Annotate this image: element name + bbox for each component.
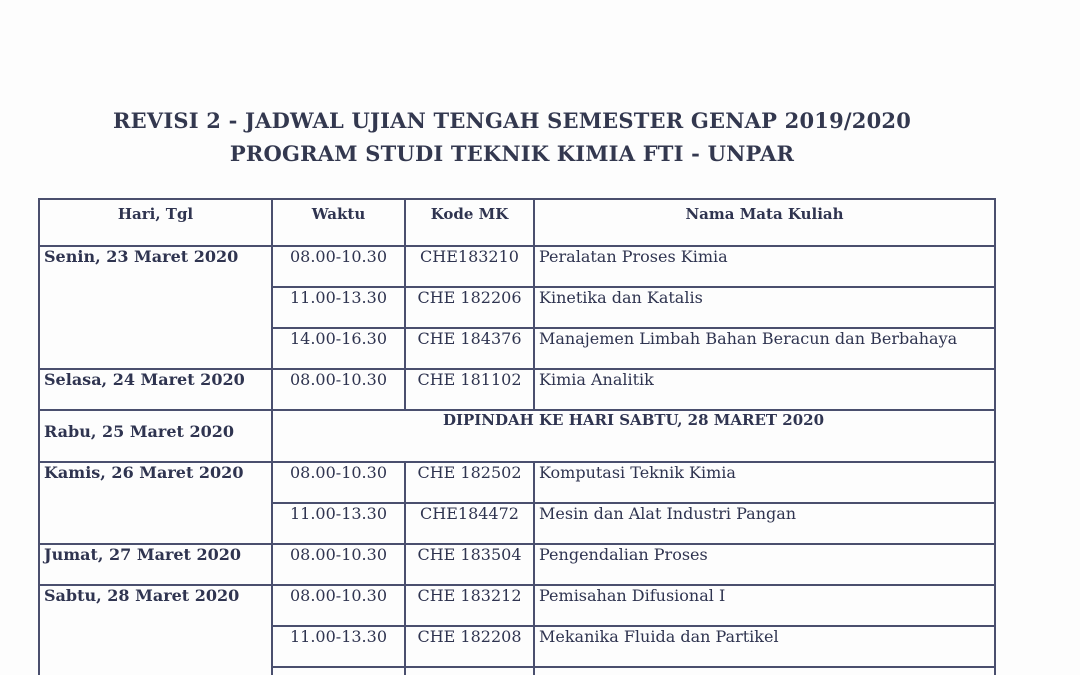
course-code-cell: CHE 182208: [405, 626, 534, 667]
table-row: [39, 544, 995, 585]
day-cell-selasa: Selasa, 24 Maret 2020: [39, 369, 272, 410]
column-header-day: Hari, Tgl: [39, 199, 272, 246]
column-header-course: Nama Mata Kuliah: [534, 199, 995, 246]
course-name-cell: Manajemen Limbah Bahan Beracun dan Berbahaya: [534, 328, 995, 369]
column-header-time: Waktu: [272, 199, 405, 246]
table-row: [39, 369, 995, 410]
course-name-cell: Peralatan Proses Kimia: [534, 246, 995, 287]
course-name-cell: Mesin dan Alat Industri Pangan: [534, 503, 995, 544]
table-row: [39, 246, 995, 287]
day-cell-senin: Senin, 23 Maret 2020: [39, 246, 272, 369]
time-cell: 08.00-10.30: [272, 544, 405, 585]
course-code-cell: CHE184472: [405, 503, 534, 544]
exam-schedule-table: [38, 198, 996, 675]
course-name-cell-empty: [534, 667, 995, 675]
table-row: [39, 410, 995, 462]
course-code-cell: CHE 184376: [405, 328, 534, 369]
course-name-cell: Kimia Analitik: [534, 369, 995, 410]
course-code-cell: CHE 182502: [405, 462, 534, 503]
time-cell: 08.00-10.30: [272, 369, 405, 410]
time-cell: 08.00-10.30: [272, 246, 405, 287]
course-name-cell: Pemisahan Difusional I: [534, 585, 995, 626]
column-header-code: Kode MK: [405, 199, 534, 246]
course-name-cell: Komputasi Teknik Kimia: [534, 462, 995, 503]
day-cell-jumat: Jumat, 27 Maret 2020: [39, 544, 272, 585]
course-code-cell: CHE 181102: [405, 369, 534, 410]
course-code-cell: CHE 183212: [405, 585, 534, 626]
table-row: [39, 585, 995, 626]
table-row: [39, 462, 995, 503]
time-cell: 14.00-16.30: [272, 328, 405, 369]
time-cell: 08.00-10.30: [272, 462, 405, 503]
course-code-cell: CHE 183504: [405, 544, 534, 585]
course-name-cell: Pengendalian Proses: [534, 544, 995, 585]
day-cell-kamis: Kamis, 26 Maret 2020: [39, 462, 272, 544]
table-header-row: [39, 199, 995, 246]
course-name-cell: Mekanika Fluida dan Partikel: [534, 626, 995, 667]
course-code-cell: CHE183210: [405, 246, 534, 287]
time-cell: 08.00-10.30: [272, 585, 405, 626]
document-subtitle: PROGRAM STUDI TEKNIK KIMIA FTI - UNPAR: [229, 141, 795, 166]
day-cell-sabtu: Sabtu, 28 Maret 2020: [39, 585, 272, 675]
time-cell: 11.00-13.30: [272, 287, 405, 328]
rescheduled-note: DIPINDAH KE HARI SABTU, 28 MARET 2020: [272, 410, 995, 462]
course-code-cell-empty: [405, 667, 534, 675]
time-cell: 11.00-13.30: [272, 503, 405, 544]
course-name-cell: Kinetika dan Katalis: [534, 287, 995, 328]
time-cell: 11.00-13.30: [272, 626, 405, 667]
document-title: REVISI 2 - JADWAL UJIAN TENGAH SEMESTER GENAP 2019/2020: [112, 108, 912, 133]
day-cell-rabu: Rabu, 25 Maret 2020: [39, 410, 272, 462]
time-cell-empty: [272, 667, 405, 675]
course-code-cell: CHE 182206: [405, 287, 534, 328]
